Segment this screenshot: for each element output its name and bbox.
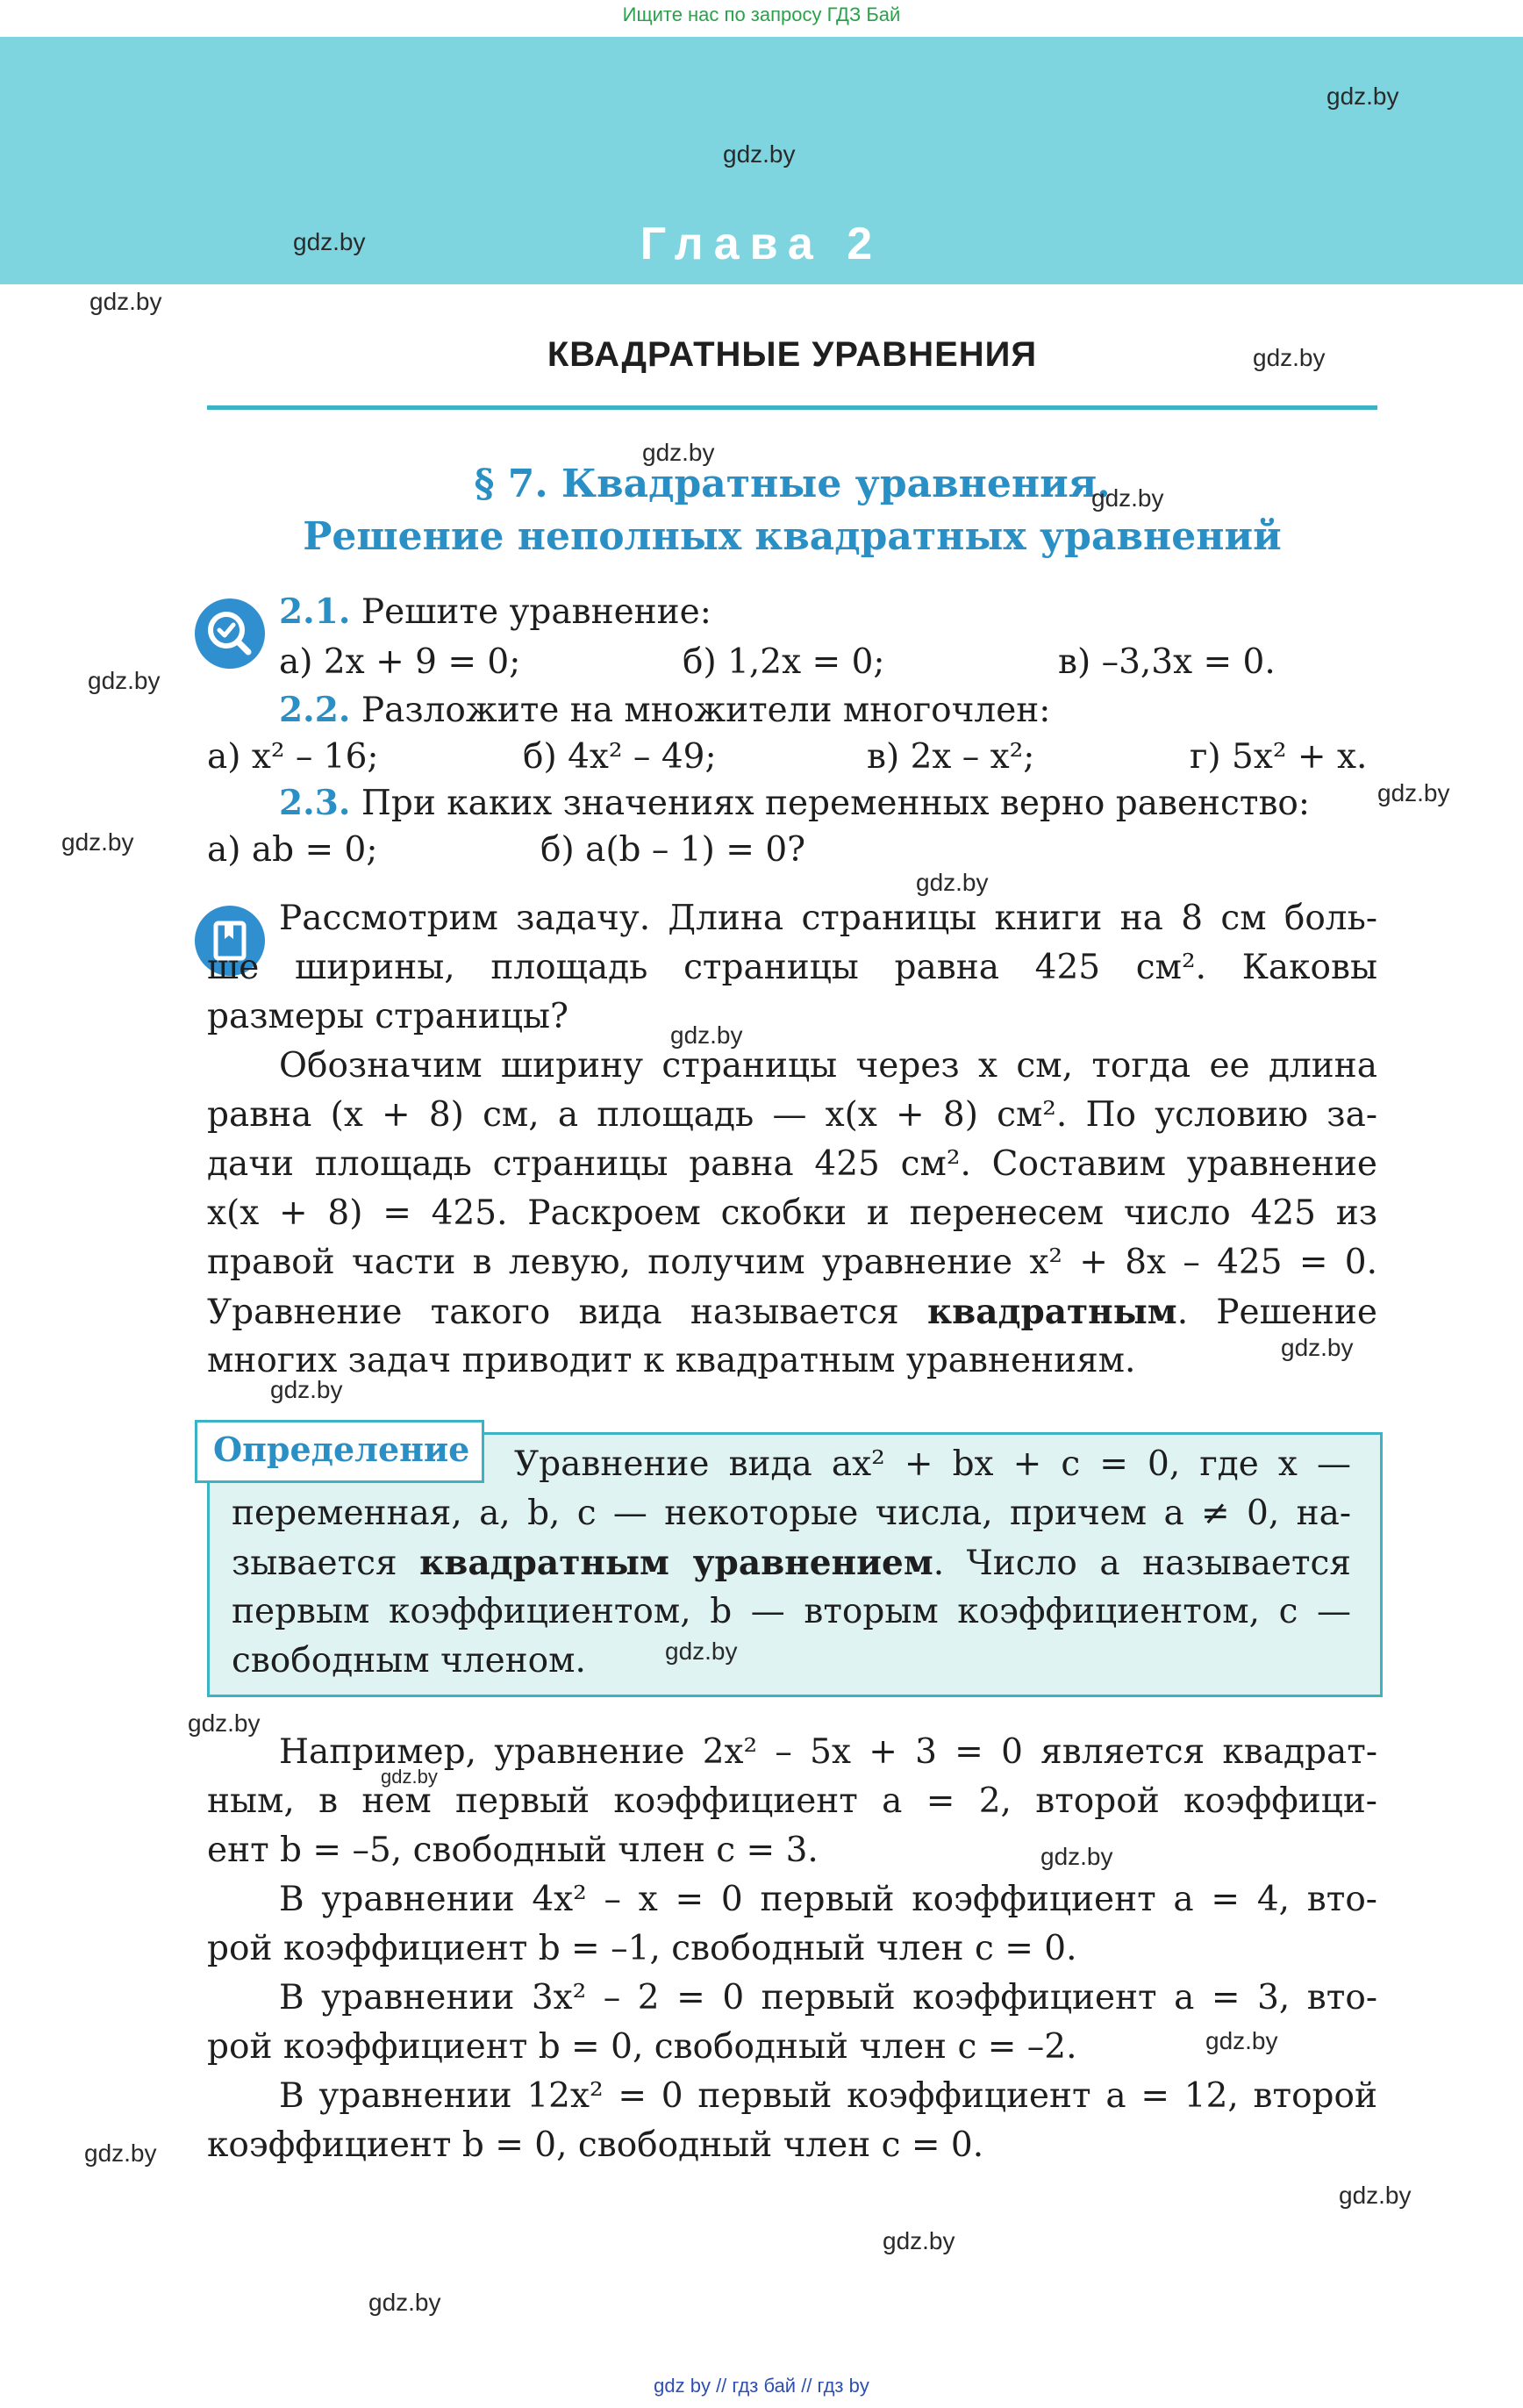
definition-label: Определение (195, 1420, 484, 1483)
body-p2-line7: многих задач приводит к квадратным уравнениям. (207, 1341, 1136, 1380)
section-title: КВАДРАТНЫЕ УРАВНЕНИЯ (547, 335, 1038, 374)
exercise-2-2-c: в) 2x – x²; (867, 737, 1035, 777)
definition-line1: Уравнение вида ax² + bx + c = 0, где x — (514, 1444, 1351, 1484)
watermark: gdz.by (293, 228, 366, 255)
body-p2-line6 (207, 1292, 1377, 1332)
body-p2-line3: дачи площадь страницы равна 425 см². Составим уравнение (207, 1144, 1377, 1184)
footer-links: gdz by // гдз бай // гдз by (654, 2375, 869, 2397)
exercise-number: 2.3. (279, 783, 351, 823)
example1-line3: ент b = –5, свободный член c = 3. (207, 1831, 819, 1870)
exercise-number: 2.2. (279, 690, 351, 730)
body-p2-line1: Обозначим ширину страницы через x см, тогда ее длина (279, 1046, 1377, 1086)
watermark: gdz.by (1091, 484, 1164, 512)
text-run: . Число a называется (933, 1544, 1351, 1583)
exercise-2-1-a: а) 2x + 9 = 0; (279, 642, 521, 682)
term-bold: квадратным (926, 1292, 1177, 1332)
watermark: gdz.by (723, 140, 796, 168)
watermark: gdz.by (84, 2139, 157, 2167)
section-rule (207, 405, 1377, 410)
exercise-2-3-a: а) ab = 0; (207, 830, 378, 870)
exercise-2-3-b: б) a(b – 1) = 0? (540, 830, 806, 870)
watermark: gdz.by (1040, 1843, 1113, 1870)
exercise-2-2 (279, 690, 1050, 730)
magnifier-check-icon (195, 598, 265, 669)
example3-line2: рой коэффициент b = 0, свободный член c = –2. (207, 2027, 1077, 2067)
watermark: gdz.by (1339, 2182, 1412, 2209)
watermark: gdz.by (883, 2227, 955, 2254)
exercise-text: Решите уравнение: (361, 592, 711, 632)
exercise-2-1-c: в) –3,3x = 0. (1058, 642, 1276, 682)
watermark: gdz.by (642, 439, 715, 466)
example3-line1: В уравнении 3x² – 2 = 0 первый коэффициент a = 3, вто- (279, 1978, 1377, 2017)
exercise-text: Разложите на множители многочлен: (361, 691, 1051, 730)
chapter-title: Глава 2 (640, 219, 883, 269)
term-bold: квадратным уравнением (419, 1543, 933, 1583)
watermark: gdz.by (381, 1766, 438, 1788)
text-run: . Решение (1176, 1293, 1377, 1332)
text-run: Уравнение такого вида называется (207, 1293, 927, 1332)
body-p1-line3: размеры страницы? (207, 997, 568, 1036)
exercise-2-2-b: б) 4x² – 49; (523, 737, 717, 777)
definition-line4: первым коэффициентом, b — вторым коэффициентом, c — (232, 1592, 1351, 1631)
watermark: gdz.by (88, 667, 161, 694)
watermark: gdz.by (670, 1021, 743, 1049)
body-p1-line1: Рассмотрим задачу. Длина страницы книги на 8 см боль- (279, 899, 1377, 938)
paragraph-title-line1: § 7. Квадратные уравнения. (474, 462, 1111, 506)
exercise-2-1-b: б) 1,2x = 0; (683, 642, 885, 682)
watermark: gdz.by (916, 869, 989, 896)
example4-line2: коэффициент b = 0, свободный член c = 0. (207, 2125, 984, 2165)
watermark: gdz.by (1326, 82, 1399, 110)
paragraph-title-line2: Решение неполных квадратных уравнений (303, 514, 1282, 559)
definition-line2: переменная, a, b, c — некоторые числа, причем a ≠ 0, на- (232, 1494, 1351, 1533)
watermark: gdz.by (188, 1709, 261, 1737)
watermark: gdz.by (368, 2289, 441, 2316)
body-p2-line5: правой части в левую, получим уравнение x² + 8x – 425 = 0. (207, 1243, 1377, 1282)
text-run: зывается (232, 1544, 420, 1583)
watermark: gdz.by (61, 828, 134, 856)
example2-line1: В уравнении 4x² – x = 0 первый коэффициент a = 4, вто- (279, 1880, 1377, 1919)
watermark: gdz.by (1377, 779, 1450, 806)
example4-line1: В уравнении 12x² = 0 первый коэффициент a = 12, второй (279, 2076, 1377, 2116)
watermark: gdz.by (1253, 344, 1326, 371)
definition-line3 (232, 1543, 1351, 1583)
body-p1-line2: ше ширины, площадь страницы равна 425 см². Каковы (207, 948, 1377, 987)
body-p2-line4: x(x + 8) = 425. Раскроем скобки и перенесем число 425 из (207, 1193, 1377, 1233)
body-p2-line2: равна (x + 8) см, а площадь — x(x + 8) см². По условию за- (207, 1095, 1377, 1135)
top-note: Ищите нас по запросу ГДЗ Бай (622, 4, 901, 25)
watermark: gdz.by (1205, 2027, 1278, 2054)
example1-line2: ным, в нем первый коэффициент a = 2, второй коэффици- (207, 1781, 1377, 1821)
definition-line5: свободным членом. (232, 1641, 586, 1681)
watermark: gdz.by (89, 288, 162, 315)
example1-line1: Например, уравнение 2x² – 5x + 3 = 0 является квадрат- (279, 1732, 1377, 1772)
watermark: gdz.by (1281, 1334, 1354, 1361)
watermark: gdz.by (270, 1376, 343, 1403)
watermark: gdz.by (665, 1638, 738, 1665)
example2-line2: рой коэффициент b = –1, свободный член c = 0. (207, 1929, 1077, 1968)
exercise-2-1 (279, 591, 711, 632)
exercise-2-2-a: а) x² – 16; (207, 737, 379, 777)
exercise-2-3 (279, 783, 1310, 823)
exercise-2-2-d: г) 5x² + x. (1190, 737, 1368, 777)
exercise-number: 2.1. (279, 591, 351, 632)
exercise-text: При каких значениях переменных верно равенство: (361, 784, 1311, 823)
